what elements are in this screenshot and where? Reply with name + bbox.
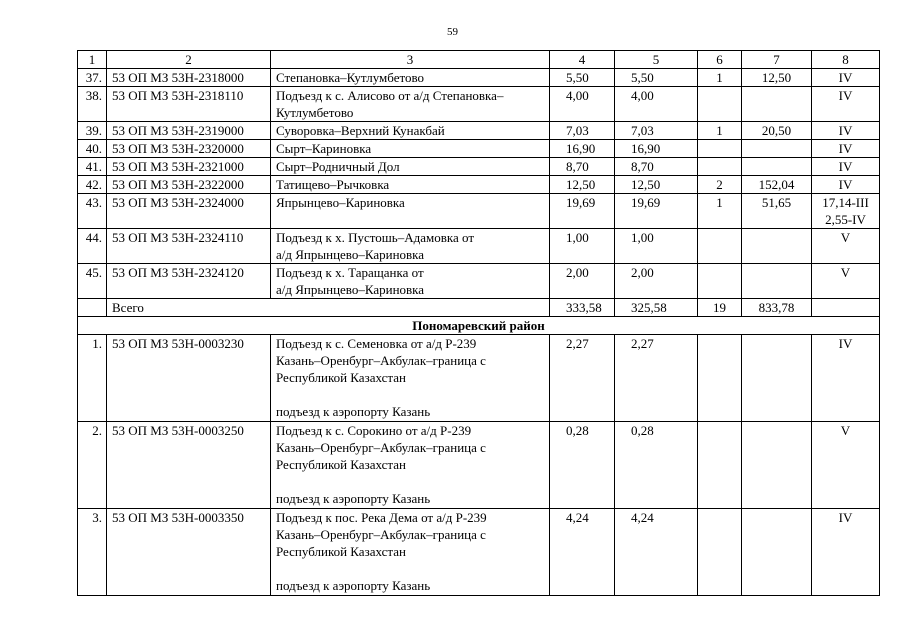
length-hard: 16,90 <box>615 140 698 158</box>
bridge-count: 1 <box>698 194 742 229</box>
length-total: 2,27 <box>550 335 615 422</box>
bridge-length: 20,50 <box>742 122 812 140</box>
road-name: Суворовка–Верхний Кунакбай <box>271 122 550 140</box>
length-hard: 2,27 <box>615 335 698 422</box>
length-total: 2,00 <box>550 264 615 299</box>
table-row <box>78 87 880 122</box>
table-row <box>78 140 880 158</box>
road-name: Татищево–Рычковка <box>271 176 550 194</box>
road-category: V <box>812 264 880 299</box>
length-hard: 8,70 <box>615 158 698 176</box>
road-name: Подъезд к х. Пустошь–Адамовка от а/д Япрынцево–Кариновка <box>271 229 550 264</box>
road-category: V <box>812 422 880 509</box>
bridge-length <box>742 509 812 596</box>
road-category: IV <box>812 140 880 158</box>
length-total: 8,70 <box>550 158 615 176</box>
row-number: 45. <box>78 264 107 299</box>
road-name: Подъезд к с. Сорокино от а/д Р-239 Казань–Оренбург–Акбулак–граница с Республикой Казахстан подъезд к аэропорту Казань <box>271 422 550 509</box>
bridge-count <box>698 158 742 176</box>
bridge-count: 1 <box>698 122 742 140</box>
road-name: Подъезд к пос. Река Дема от а/д Р-239 Казань–Оренбург–Акбулак–граница с Республикой Казахстан подъезд к аэропорту Казань <box>271 509 550 596</box>
bridge-length <box>742 140 812 158</box>
section-row <box>78 317 880 335</box>
road-name: Подъезд к с. Семеновка от а/д Р-239 Казань–Оренбург–Акбулак–граница с Республикой Казахстан подъезд к аэропорту Казань <box>271 335 550 422</box>
bridge-count: 2 <box>698 176 742 194</box>
length-hard: 2,00 <box>615 264 698 299</box>
bridge-count <box>698 229 742 264</box>
road-code: 53 ОП МЗ 53Н-2322000 <box>107 176 271 194</box>
header-cell: 4 <box>550 51 615 69</box>
table-row <box>78 122 880 140</box>
empty-cell <box>78 299 107 317</box>
bridge-count <box>698 335 742 422</box>
bridge-length: 12,50 <box>742 69 812 87</box>
bridge-length <box>742 335 812 422</box>
bridge-length <box>742 264 812 299</box>
length-hard: 5,50 <box>615 69 698 87</box>
road-name: Степановка–Кутлумбетово <box>271 69 550 87</box>
row-number: 3. <box>78 509 107 596</box>
road-name: Сырт–Кариновка <box>271 140 550 158</box>
road-category: 17,14-III 2,55-IV <box>812 194 880 229</box>
road-category: V <box>812 229 880 264</box>
road-name: Подъезд к с. Алисово от а/д Степановка– Кутлумбетово <box>271 87 550 122</box>
total-row <box>78 299 880 317</box>
length-hard: 19,69 <box>615 194 698 229</box>
row-number: 42. <box>78 176 107 194</box>
bridge-length <box>742 422 812 509</box>
length-hard: 1,00 <box>615 229 698 264</box>
length-total: 12,50 <box>550 176 615 194</box>
road-code: 53 ОП МЗ 53Н-2324110 <box>107 229 271 264</box>
length-total: 19,69 <box>550 194 615 229</box>
length-total: 4,00 <box>550 87 615 122</box>
bridge-length: 51,65 <box>742 194 812 229</box>
table-row <box>78 422 880 509</box>
length-total: 0,28 <box>550 422 615 509</box>
length-total: 4,24 <box>550 509 615 596</box>
bridge-count: 1 <box>698 69 742 87</box>
header-cell: 1 <box>78 51 107 69</box>
header-cell: 3 <box>271 51 550 69</box>
header-cell: 6 <box>698 51 742 69</box>
total-label: Всего <box>107 299 550 317</box>
road-code: 53 ОП МЗ 53Н-2319000 <box>107 122 271 140</box>
bridge-count <box>698 422 742 509</box>
road-category: IV <box>812 87 880 122</box>
row-number: 39. <box>78 122 107 140</box>
header-cell: 5 <box>615 51 698 69</box>
length-total: 16,90 <box>550 140 615 158</box>
total-hard: 325,58 <box>615 299 698 317</box>
length-total: 5,50 <box>550 69 615 87</box>
road-code: 53 ОП МЗ 53Н-2321000 <box>107 158 271 176</box>
length-hard: 4,24 <box>615 509 698 596</box>
total-bridge-length: 833,78 <box>742 299 812 317</box>
bridge-count <box>698 140 742 158</box>
bridge-length <box>742 158 812 176</box>
road-code: 53 ОП МЗ 53Н-2318000 <box>107 69 271 87</box>
total-length: 333,58 <box>550 299 615 317</box>
length-hard: 12,50 <box>615 176 698 194</box>
length-hard: 0,28 <box>615 422 698 509</box>
row-number: 44. <box>78 229 107 264</box>
table-row <box>78 264 880 299</box>
empty-cell <box>812 299 880 317</box>
bridge-length <box>742 229 812 264</box>
road-category: IV <box>812 158 880 176</box>
row-number: 37. <box>78 69 107 87</box>
row-number: 41. <box>78 158 107 176</box>
road-code: 53 ОП МЗ 53Н-2324120 <box>107 264 271 299</box>
bridge-length: 152,04 <box>742 176 812 194</box>
table-row <box>78 194 880 229</box>
roads-table <box>77 50 880 596</box>
road-code: 53 ОП МЗ 53Н-2320000 <box>107 140 271 158</box>
page-number: 59 <box>447 26 458 38</box>
header-cell: 8 <box>812 51 880 69</box>
header-row <box>78 51 880 69</box>
row-number: 38. <box>78 87 107 122</box>
length-hard: 4,00 <box>615 87 698 122</box>
table-row <box>78 69 880 87</box>
road-name: Подъезд к х. Таращанка от а/д Япрынцево–Кариновка <box>271 264 550 299</box>
road-category: IV <box>812 176 880 194</box>
road-category: IV <box>812 122 880 140</box>
row-number: 43. <box>78 194 107 229</box>
road-code: 53 ОП МЗ 53Н-2318110 <box>107 87 271 122</box>
row-number: 40. <box>78 140 107 158</box>
road-category: IV <box>812 335 880 422</box>
row-number: 2. <box>78 422 107 509</box>
table-row <box>78 509 880 596</box>
table-row <box>78 229 880 264</box>
section-title: Пономаревский район <box>78 317 880 335</box>
road-name: Япрынцево–Кариновка <box>271 194 550 229</box>
road-name: Сырт–Родничный Дол <box>271 158 550 176</box>
bridge-count <box>698 87 742 122</box>
bridge-count <box>698 509 742 596</box>
road-category: IV <box>812 69 880 87</box>
length-total: 1,00 <box>550 229 615 264</box>
total-bridges: 19 <box>698 299 742 317</box>
road-category: IV <box>812 509 880 596</box>
road-code: 53 ОП МЗ 53Н-0003350 <box>107 509 271 596</box>
bridge-count <box>698 264 742 299</box>
road-code: 53 ОП МЗ 53Н-0003230 <box>107 335 271 422</box>
table-row <box>78 335 880 422</box>
row-number: 1. <box>78 335 107 422</box>
table-row <box>78 176 880 194</box>
length-total: 7,03 <box>550 122 615 140</box>
table-row <box>78 158 880 176</box>
length-hard: 7,03 <box>615 122 698 140</box>
road-code: 53 ОП МЗ 53Н-0003250 <box>107 422 271 509</box>
header-cell: 2 <box>107 51 271 69</box>
bridge-length <box>742 87 812 122</box>
road-code: 53 ОП МЗ 53Н-2324000 <box>107 194 271 229</box>
header-cell: 7 <box>742 51 812 69</box>
